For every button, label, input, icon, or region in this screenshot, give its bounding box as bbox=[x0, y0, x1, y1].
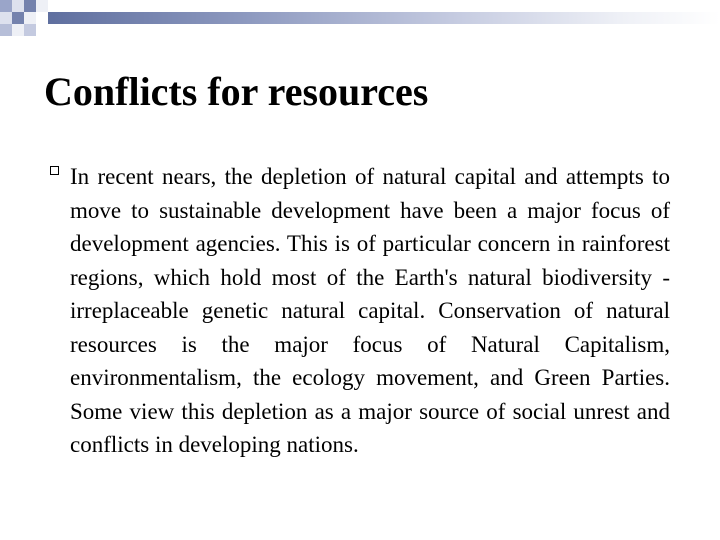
checker-square bbox=[0, 0, 12, 12]
checker-square bbox=[24, 0, 36, 12]
checker-square bbox=[0, 24, 12, 36]
checker-square bbox=[24, 24, 36, 36]
bullet-text: In recent nears, the depletion of natural capital and attempts to move to sustainable development have been a major focus of development agencies. This is of particular concern in rainforest regions, which hold most of the Earth's natural biodiversity - irreplaceable genetic natural capital. Conservation of natural resources is the major focus of Natural Capitalism, environmentalism, the ecology movement, and Green Parties. Some view this depletion as a major source of social unrest and conflicts in developing nations. bbox=[70, 164, 670, 457]
header-gradient-bar bbox=[48, 12, 720, 24]
slide-title: Conflicts for resources bbox=[44, 69, 429, 114]
checker-square bbox=[0, 12, 12, 24]
checker-square bbox=[12, 24, 24, 36]
checker-square bbox=[24, 12, 36, 24]
checker-square bbox=[36, 0, 48, 12]
bullet-list-item bbox=[50, 160, 670, 462]
checker-square bbox=[12, 12, 24, 24]
checker-square bbox=[12, 0, 24, 12]
hollow-square-bullet-icon bbox=[50, 166, 59, 175]
